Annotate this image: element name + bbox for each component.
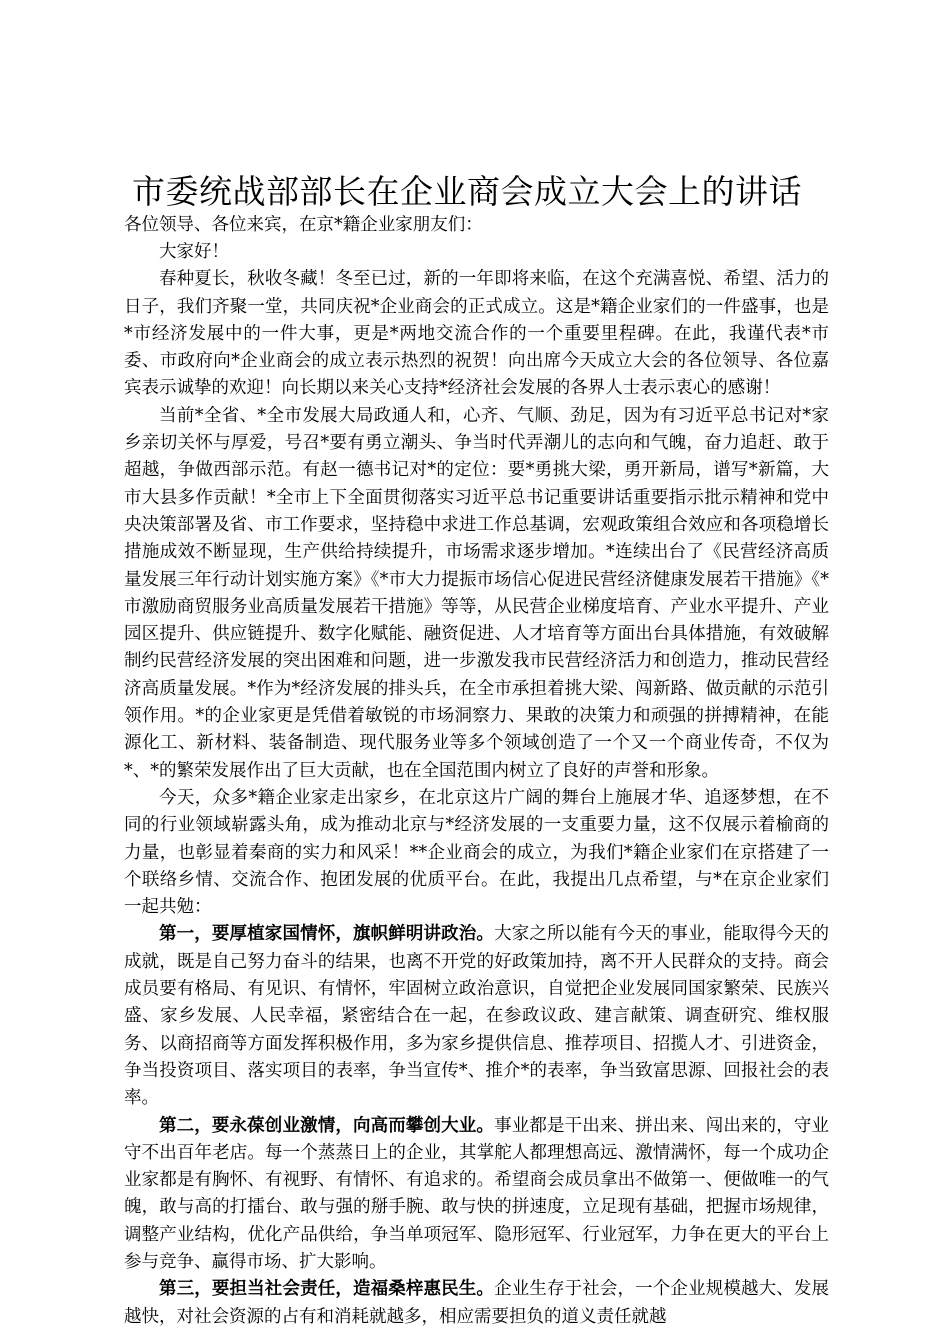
paragraph-lead-heading: 第三，要担当社会责任，造福桑梓惠民生。 — [159, 1279, 495, 1300]
document-page — [124, 172, 829, 1331]
greeting: 大家好！ — [159, 242, 229, 262]
paragraph-entrepreneurs-in-beijing — [124, 785, 829, 921]
paragraph-text: 春种夏长，秋收冬藏！冬至已过，新的一年即将来临，在这个充满喜悦、希望、活力的日子，我们齐聚一堂，共同庆祝*企业商会的正式成立。这是*籍企业家们的一件盛事，也是*市经济发展中的一件大事，更是*两地交流合作的一个重要里程碑。在此，我谨代表*市委、市政府向*企业商会的成立表示热烈的祝贺！向出席今天成立大会的各位领导、各位嘉宾表示诚挚的欢迎！向长期以来关心支持*经济社会发展的各界人士表示衷心的感谢！ — [124, 269, 829, 399]
paragraph-lead-heading: 第一，要厚植家国情怀，旗帜鲜明讲政治。 — [159, 924, 495, 945]
paragraph-text: 当前*全省、*全市发展大局政通人和，心齐、气顺、劲足，因为有习近平总书记对*家乡亲切关怀与厚爱，号召*要有勇立潮头、争当时代弄潮儿的志向和气魄，奋力追赶、敢于超越，争做西部示范。有赵一德书记对*的定位：要*勇挑大梁，勇开新局，谱写*新篇，大市大县多作贡献！*全市上下全面贯彻落实习近平总书记重要讲话重要指示批示精神和党中央决策部署及省、市工作要求，坚持稳中求进工作总基调，宏观政策组合效应和各项稳增长措施成效不断显现，生产供给持续提升，市场需求逐步增加。*连续出台了《民营经济高质量发展三年行动计划实施方案》《*市大力提振市场信心促进民营经济健康发展若干措施》《*市激励商贸服务业高质量发展若干措施》等等，从民营企业梯度培育、产业水平提升、产业园区提升、供应链提升、数字化赋能、融资促进、人才培育等方面出台具体措施，有效破解制约民营经济发展的突出困难和问题，进一步激发我市民营经济活力和创造力，推动民营经济高质量发展。*作为*经济发展的排头兵，在全市承担着挑大梁、闯新路、做贡献的示范引领作用。*的企业家更是凭借着敏锐的市场洞察力、果敢的决策力和顽强的拼搏精神，在能源化工、新材料、装备制造、现代服务业等多个领域创造了一个又一个商业传奇，不仅为*、*的繁荣发展作出了巨大贡献，也在全国范围内树立了良好的声誉和形象。 — [124, 405, 829, 781]
paragraph-hope-first — [124, 921, 829, 1112]
salutation: 各位领导、各位来宾，在京*籍企业家朋友们： — [124, 215, 483, 235]
paragraph-opening — [124, 266, 829, 402]
document-title: 市委统战部部长在企业商会成立大会上的讲话 — [132, 172, 802, 211]
paragraph-lead-heading: 第二，要永葆创业激情，向高而攀创大业。 — [159, 1115, 495, 1136]
paragraph-text: 大家之所以能有今天的事业，能取得今天的成就，既是自己努力奋斗的结果，也离不开党的好政策加持，离不开人民群众的支持。商会成员要有格局、有见识、有情怀，牢固树立政治意识，自觉把企业发展同国家繁荣、民族兴盛、家乡发展、人民幸福，紧密结合在一起，在参政议政、建言献策、调查研究、维权服务、以商招商等方面发挥积极作用，多为家乡提供信息、推荐项目、招揽人才、引进资金，争当投资项目、落实项目的表率，争当宣传*、推介*的表率，争当致富思源、回报社会的表率。 — [124, 924, 830, 1109]
paragraph-current-situation — [124, 403, 829, 785]
paragraph-text: 企业生存于社会，一个企业规模越大、发展越快，对社会资源的占有和消耗就越多，相应需要担负的道义责任就越 — [124, 1279, 830, 1327]
paragraph-hope-second — [124, 1113, 829, 1277]
paragraph-hope-third — [124, 1276, 829, 1331]
paragraph-text: 今天，众多*籍企业家走出家乡，在北京这片广阔的舞台上施展才华、追逐梦想，在不同的行业领域崭露头角，成为推动北京与*经济发展的一支重要力量，这不仅展示着榆商的力量，也彰显着秦商的实力和风采！**企业商会的成立，为我们*籍企业家们在京搭建了一个联络乡情、交流合作、抱团发展的优质平台。在此，我提出几点希望，与*在京企业家们一起共勉： — [124, 787, 829, 918]
paragraph-text: 事业都是干出来、拼出来、闯出来的，守业守不出百年老店。每一个蒸蒸日上的企业，其掌舵人都理想高远、激情满怀，每一个成功企业家都是有胸怀、有视野、有情怀、有追求的。希望商会成员拿出不做第一、便做唯一的气魄，敢与高的打擂台、敢与强的掰手腕、敢与快的拼速度，立足现有基础，把握市场规律，调整产业结构，优化产品供给，争当单项冠军、隐形冠军、行业冠军，力争在更大的平台上参与竞争、赢得市场、扩大影响。 — [124, 1115, 830, 1272]
